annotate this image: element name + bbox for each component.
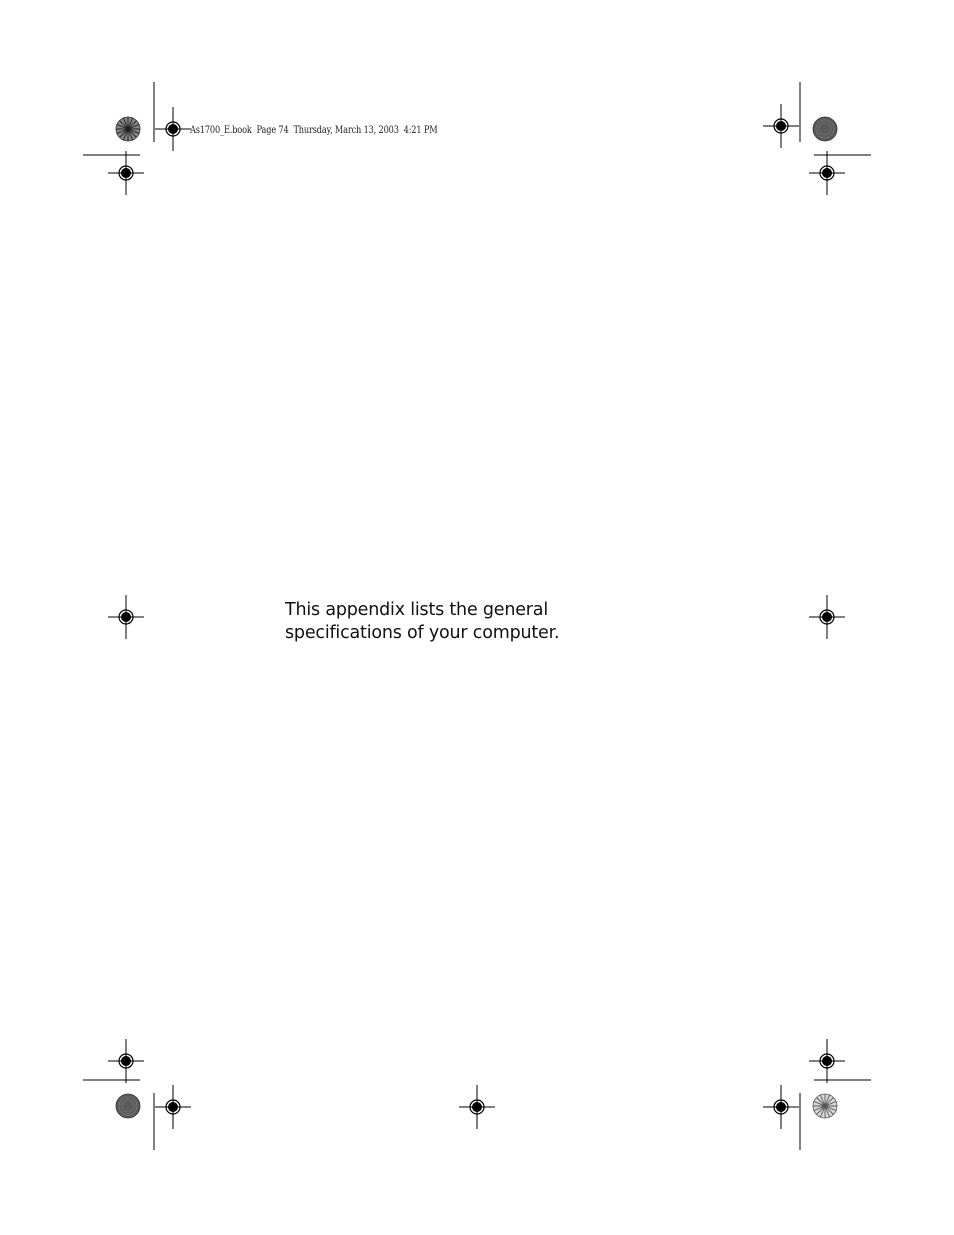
registration-mark-icon bbox=[459, 1085, 495, 1129]
registration-mark-icon bbox=[108, 595, 144, 639]
registration-mark-icon bbox=[108, 151, 144, 195]
slug-line: As1700_E.book Page 74 Thursday, March 13, 2003 4:21 PM bbox=[190, 125, 438, 136]
appendix-intro bbox=[285, 599, 615, 645]
registration-mark-icon bbox=[809, 1039, 845, 1083]
registration-mark-icon bbox=[763, 1085, 799, 1129]
color-target-icon bbox=[813, 1094, 837, 1118]
color-target-icon bbox=[813, 117, 837, 141]
registration-mark-icon bbox=[809, 151, 845, 195]
intro-line-1: This appendix lists the general bbox=[285, 600, 548, 620]
registration-mark-icon bbox=[155, 1085, 191, 1129]
registration-mark-icon bbox=[763, 104, 799, 148]
color-target-icon bbox=[116, 1094, 140, 1118]
registration-mark-icon bbox=[155, 107, 191, 151]
intro-line-2: specifications of your computer. bbox=[285, 623, 560, 643]
registration-mark-icon bbox=[809, 595, 845, 639]
registration-mark-icon bbox=[108, 1039, 144, 1083]
color-target-icon bbox=[116, 117, 140, 141]
